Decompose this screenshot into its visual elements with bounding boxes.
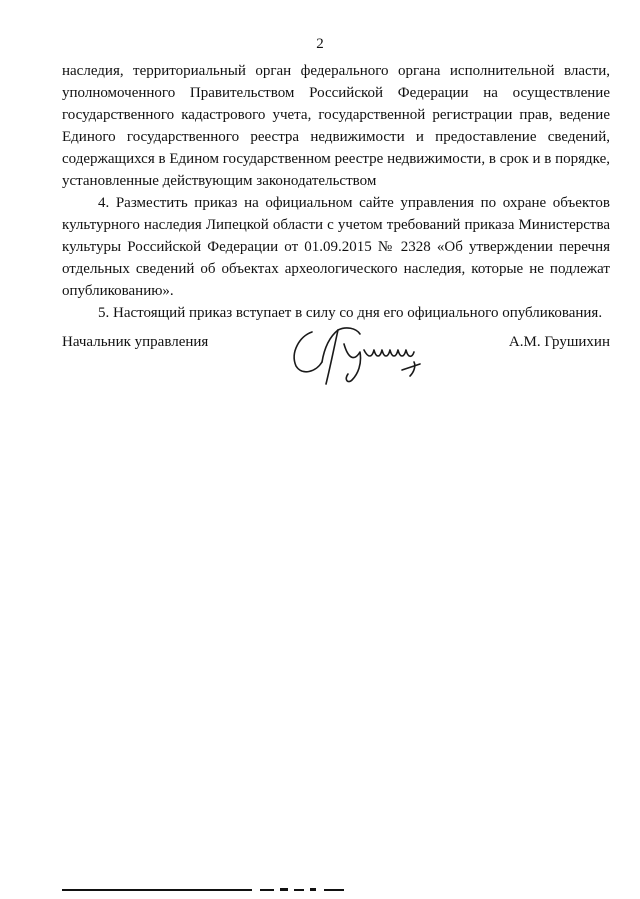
bottom-scan-artifact	[62, 887, 362, 895]
signature-block	[62, 332, 610, 402]
paragraph-item-5: 5. Настоящий приказ вступает в силу со дня его официального опубликования.	[98, 305, 603, 321]
paragraph-continuation: наследия, территориальный орган федерального органа исполнительной власти, уполномоченного Правительством Российской Федерации на осуществление государственного кадастрового учета, государственной регистрации прав, ведение Единого государственного реестра недвижимости и предоставление сведений, содержащихся в Едином государственном реестре недвижимости, в срок и в порядке, установленные действующим законодательством	[62, 63, 610, 189]
paragraph-item-4: 4. Разместить приказ на официальном сайте управления по охране объектов культурного наследия Липецкой области с учетом требований приказа Министерства культуры Российской Федерации от 01.09.2015 № 2328 «Об утверждении перечня отдельных сведений об объектах археологического наследия, которые не подлежат опубликованию».	[62, 195, 610, 299]
document-body	[62, 60, 610, 324]
page-number: 2	[316, 36, 324, 52]
signer-name: А.М. Грушихин	[508, 334, 610, 350]
signer-title: Начальник управления	[62, 334, 209, 350]
handwritten-signature	[282, 314, 452, 394]
